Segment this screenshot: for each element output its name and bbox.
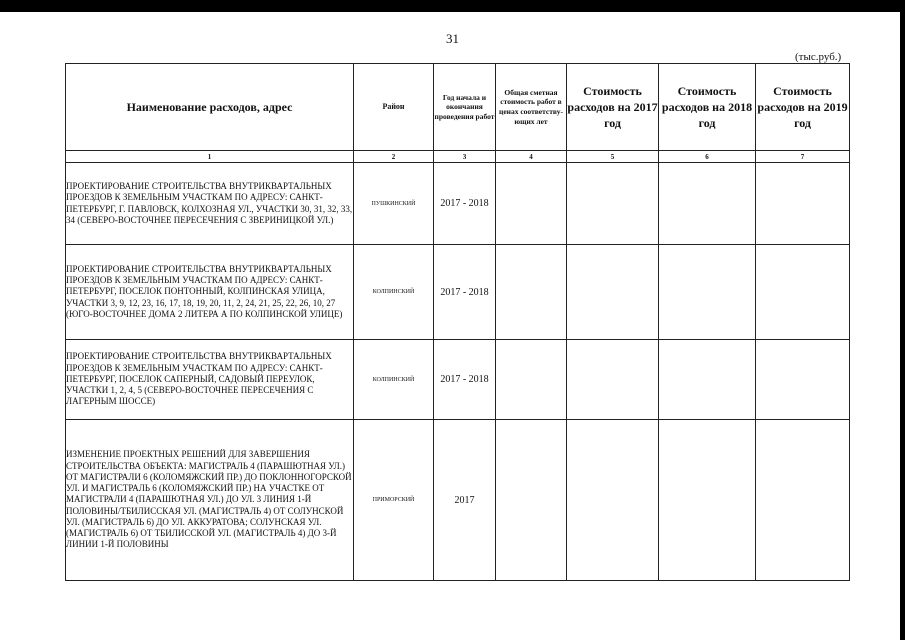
column-number: 3 xyxy=(434,151,496,163)
district: ПРИМОРСКИЙ xyxy=(354,420,434,581)
scan-border-right xyxy=(900,0,905,640)
expense-name: ПРОЕКТИРОВАНИЕ СТРОИТЕЛЬСТВА ВНУТРИКВАРТАЛЬНЫХ ПРОЕЗДОВ К ЗЕМЕЛЬНЫМ УЧАСТКАМ ПО АДРЕСУ: САНКТ-ПЕТЕРБУРГ, ПОСЕЛОК САПЕРНЫЙ, САДОВЫЙ ПЕРЕУЛОК, УЧАСТКИ 1, 2, 4, 5 (СЕВЕРО-ВОСТОЧНЕЕ ПЕРЕСЕЧЕНИЯ С ЛАГЕРНЫМ ШОССЕ) xyxy=(66,340,354,420)
cost-2019 xyxy=(756,245,850,340)
work-years: 2017 - 2018 xyxy=(434,245,496,340)
cost-2018 xyxy=(659,420,756,581)
cost-2018 xyxy=(659,163,756,245)
table-row xyxy=(66,420,850,581)
district: КОЛПИНСКИЙ xyxy=(354,340,434,420)
table-row xyxy=(66,163,850,245)
column-number: 4 xyxy=(496,151,567,163)
header-years: Год начала и окончания проведения работ xyxy=(434,64,496,151)
column-number: 7 xyxy=(756,151,850,163)
cost-2018 xyxy=(659,245,756,340)
cost-2018 xyxy=(659,340,756,420)
column-number: 2 xyxy=(354,151,434,163)
cost-2017 xyxy=(567,163,659,245)
expense-name: ПРОЕКТИРОВАНИЕ СТРОИТЕЛЬСТВА ВНУТРИКВАРТАЛЬНЫХ ПРОЕЗДОВ К ЗЕМЕЛЬНЫМ УЧАСТКАМ ПО АДРЕСУ: САНКТ-ПЕТЕРБУРГ, Г. ПАВЛОВСК, КОЛХОЗНАЯ УЛ., УЧАСТКИ 30, 31, 32, 33, 34 (СЕВЕРО-ВОСТОЧНЕЕ ПЕРЕСЕЧЕНИЯ С ЗВЕРИНИЦКОЙ УЛ.) xyxy=(66,163,354,245)
expenses-table xyxy=(65,63,850,581)
total-cost xyxy=(496,420,567,581)
header-row xyxy=(66,64,850,151)
units-label: (тыс.руб.) xyxy=(795,51,842,63)
cost-2017 xyxy=(567,420,659,581)
district: ПУШКИНСКИЙ xyxy=(354,163,434,245)
column-number: 1 xyxy=(66,151,354,163)
header-cost-2017: Стоимость расходов на 2017 год xyxy=(567,64,659,151)
table-row xyxy=(66,245,850,340)
column-number-row xyxy=(66,151,850,163)
cost-2019 xyxy=(756,163,850,245)
work-years: 2017 - 2018 xyxy=(434,340,496,420)
cost-2017 xyxy=(567,245,659,340)
expense-name: ИЗМЕНЕНИЕ ПРОЕКТНЫХ РЕШЕНИЙ ДЛЯ ЗАВЕРШЕНИЯ СТРОИТЕЛЬСТВА ОБЪЕКТА: МАГИСТРАЛЬ 4 (ПАРАШЮТНАЯ УЛ.) ОТ МАГИСТРАЛИ 6 (КОЛОМЯЖСКИЙ ПР.) ДО ПОКЛОННОГОРСКОЙ УЛ. И МАГИСТРАЛЬ 6 (КОЛОМЯЖСКИЙ ПР.) НА УЧАСТКЕ ОТ МАГИСТРАЛИ 4 (ПАРАШЮТНАЯ УЛ.) ДО УЛ. 3 ЛИНИЯ 1-Й ПОЛОВИНЫ/ТБИЛИССКАЯ УЛ. (МАГИСТРАЛЬ 4) ОТ СОЛУНСКОЙ УЛ. (МАГИСТРАЛЬ 6) ДО УЛ. АККУРАТОВА; СОЛУНСКАЯ УЛ. (МАГИСТРАЛЬ 6) ОТ ТБИЛИССКОЙ УЛ. (МАГИСТРАЛЬ 4) ДО 3-Й ЛИНИИ 1-Й ПОЛОВИНЫ xyxy=(66,420,354,581)
header-cost-2018: Стоимость расходов на 2018 год xyxy=(659,64,756,151)
scan-border-top xyxy=(0,0,905,12)
header-district: Район xyxy=(354,64,434,151)
page-number: 31 xyxy=(446,31,459,46)
cost-2019 xyxy=(756,420,850,581)
cost-2017 xyxy=(567,340,659,420)
column-number: 5 xyxy=(567,151,659,163)
total-cost xyxy=(496,163,567,245)
work-years: 2017 - 2018 xyxy=(434,163,496,245)
header-cost-2019: Стоимость расходов на 2019 год xyxy=(756,64,850,151)
district: КОЛПИНСКИЙ xyxy=(354,245,434,340)
total-cost xyxy=(496,340,567,420)
cost-2019 xyxy=(756,340,850,420)
header-total: Общая сметная стоимость работ в ценах соответству-ющих лет xyxy=(496,64,567,151)
expense-name: ПРОЕКТИРОВАНИЕ СТРОИТЕЛЬСТВА ВНУТРИКВАРТАЛЬНЫХ ПРОЕЗДОВ К ЗЕМЕЛЬНЫМ УЧАСТКАМ ПО АДРЕСУ: САНКТ-ПЕТЕРБУРГ, ПОСЕЛОК ПОНТОННЫЙ, КОЛПИНСКАЯ УЛИЦА, УЧАСТКИ 3, 9, 12, 23, 16, 17, 18, 19, 20, 11, 2, 24, 21, 25, 22, 26, 10, 27 (ЮГО-ВОСТОЧНЕЕ ДОМА 2 ЛИТЕРА А ПО КОЛПИНСКОЙ УЛИЦЕ) xyxy=(66,245,354,340)
header-name: Наименование расходов, адрес xyxy=(66,64,354,151)
total-cost xyxy=(496,245,567,340)
table-row xyxy=(66,340,850,420)
work-years: 2017 xyxy=(434,420,496,581)
column-number: 6 xyxy=(659,151,756,163)
